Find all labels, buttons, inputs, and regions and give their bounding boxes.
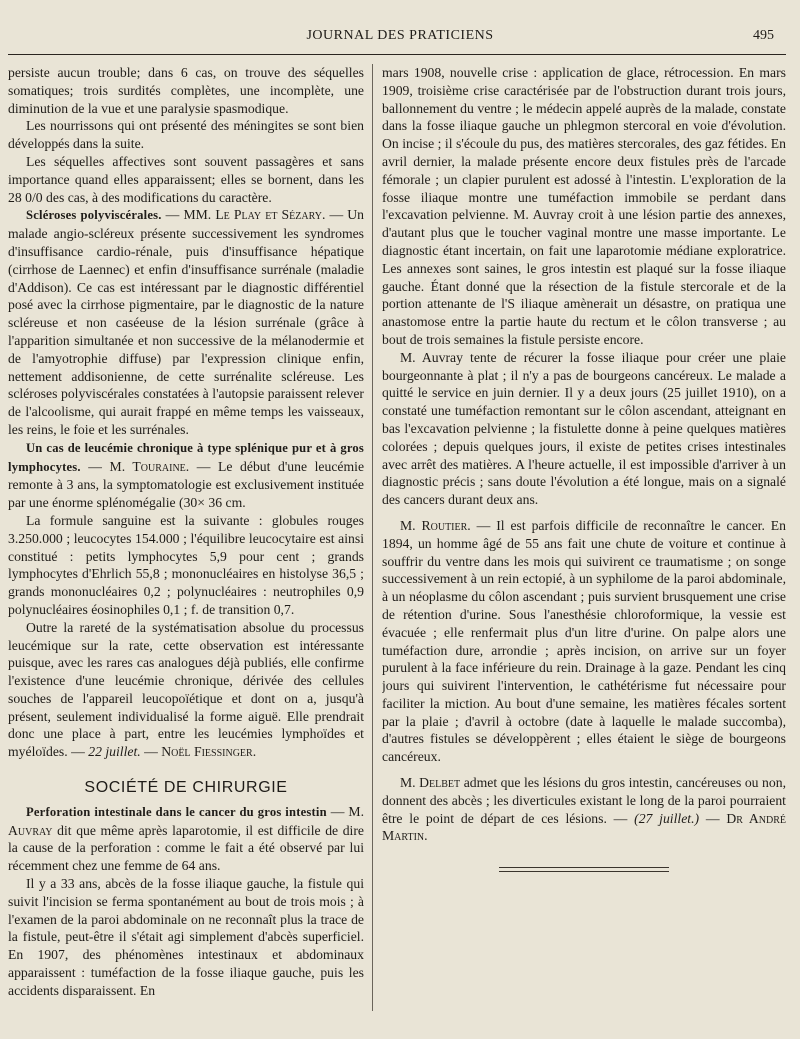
paragraph: La formule sanguine est la suivante : globules rouges 3.250.000 ; leucocytes 154.000 ; l'équilibre leucocytaire est ainsi constitué : petits lymphocytes 5,9 pour cent ; grands lymphocytes d'Ehrlich 55,8 ; mononucléaires en histolyse 36,5 ; grands mononucléaires 0,2 ; polynucléaires : neutrophiles 0,9 polynucléaires éosinophiles 0,1 ; f. de transition 0,7. — [8, 512, 364, 617]
article-heading: Perforation intestinale dans le cancer du gros intestin — [26, 804, 327, 819]
paragraph: mars 1908, nouvelle crise : application de glace, rétrocession. En mars 1909, troisième crise caractérisée par de l'obstruction durant trois jours, ballonnement du ventre ; le médecin appelé auprès de la malade, constate dans la fosse iliaque gauche un phlegmon stercoral en voie d'évolution. On incise ; il s'écoule du pus, des matières stercorales, des gaz fétides. En avril dernier, la malade présente encore deux fistules près de l'arcade fémorale ; un clapier purulent est adossé à l'intestin. L'exploration de la fosse iliaque montre une tuméfaction immobile se perdant dans l'excavation pelvienne. M. Auvray croit à une lésion partie des annexes, d'autant plus que le toucher vaginal montre une masse importante. Le diagnostic étant incertain, on fait une laparotomie médiane exploratrice. Les annexes sont saines, le gros intestin est plaqué sur la fosse iliaque gauche. Étant donné que la résection de la fistule stercorale et de la portion attenante de l'S iliaque amènerait un désastre, on pratiqua une anastomose entre la partie haute du rectum et le côlon transverse ; au bout de trois semaines la fistule persiste encore. — [382, 65, 786, 347]
report-signature: — Dr André Martin. — [382, 810, 786, 844]
closing-rule — [499, 867, 669, 872]
paragraph: Il y a 33 ans, abcès de la fosse iliaque gauche, la fistule qui suivit l'incision se ferma spontanément au bout de trois mois ; à l'examen de la paroi abdominale on ne reconnaît plus la trace de la fistule, peut-être il s'était agi simplement d'abcès superficiel. En 1907, des phénomènes intestinaux et abdominaux apparaissent : tuméfaction de la fosse iliaque gauche, puis les accidents disparaissent. En — [8, 876, 364, 998]
article-heading: Scléroses polyviscérales. — [26, 208, 162, 223]
paragraph: Les séquelles affectives sont souvent passagères et sans importance quand elles apparaissent; elles se bornent, dans les 28 0/0 des cas, à des modifications du caractère. — [8, 153, 364, 205]
right-column — [382, 64, 786, 1021]
report-date: (27 juillet.) — [634, 810, 700, 826]
article-heading: Un cas de leucémie chronique à type splénique pur et à gros lymphocytes. — [8, 440, 364, 474]
header-rule — [8, 54, 786, 55]
article-perforation: Perforation intestinale dans le cancer du gros intestin — M. Auvray dit que même après laparotomie, il est difficile de dire la cause de la perforation : comme le fait a été observé par lui récemment chez une femme de 64 ans. — [8, 803, 364, 874]
paragraph-text: admet que les lésions du gros intestin, cancéreuses ou non, donnent des abcès ; les diverticules existant le long de la paroi pourraient être le point de départ de ces lésions. — — [382, 775, 786, 826]
paragraph: persiste aucun trouble; dans 6 cas, on trouve des séquelles somatiques; trois surdités complètes, une incomplète, une diminution de la vue et une paralysie spasmodique. — [8, 65, 364, 116]
section-title: SOCIÉTÉ DE CHIRURGIE — [84, 779, 288, 797]
article-text: Un malade angio-scléreux présente successivement les syndromes d'insuffisance cardio-rénale, puis d'insuffisance hépatique (cirrhose de Laennec) et enfin d'insuffisance surrénale (maladie d'Addison). Ce cas est intéressant par le diagnostic différentiel posé avec la cirrhose pigmentaire, par le diagnostic de la nature scléreuse et non caséeuse de la lésion surrénale (grâce à l'apparition simultanée et non successive de la mélanodermie et de l'amyotrophie diffuse) par l'expression clinique enfin, nettement addisonienne, de cette surrénalite scléreuse. Les scléroses polyviscérales constatées à l'autopsie paraissent relever de l'alcoolisme, qui aurait frappé en même temps les vaisseaux, les reins, le foie et les surrénales. — [8, 207, 364, 437]
article-sclerosis: Scléroses polyviscérales. — MM. Le Play et Sézary. — Un malade angio-scléreux présente successivement les syndromes d'insuffisance cardio-rénale, puis d'insuffisance hépatique (cirrhose de Laennec) et enfin d'insuffisance surrénale (maladie d'Addison). Ce cas est intéressant par le diagnostic différentiel posé avec la cirrhose pigmentaire, par le diagnostic de la nature scléreuse et non caséeuse de la lésion surrénale (grâce à l'apparition simultanée et non successive de la mélanodermie et de l'amyotrophie diffuse) par l'expression clinique enfin, nettement addisonienne, de cette surrénalite scléreuse. Les scléroses polyviscérales constatées à l'autopsie paraissent relever de l'alcoolisme, qui aurait frappé en même temps les vaisseaux, les reins, le foie et les surrénales. — [8, 207, 364, 437]
page-header — [0, 28, 800, 50]
left-column — [8, 64, 364, 1021]
article-authors: M. Auvray — [8, 803, 364, 838]
article-authors: M. Delbet — [400, 775, 461, 791]
paragraph: Outre la rareté de la systématisation absolue du processus leucémique sur la rate, cette observation est intéressante puisque, avec les rares cas analogues déjà publiés, elle confirme l'existence d'une leucémie chronique, dérivée des cellules souches de l'appareil leucopoïétique et dont on a, jusqu'à présent, seulement individualisé la forme aiguë. Elle prendrait donc une place à part, entre les leucémies lymphoïdes et myéloïdes. — 22 juillet. — Noël Fiessinger. — [8, 619, 364, 760]
paragraph-text: Outre la rareté de la systématisation absolue du processus leucémique sur la rate, cette observation est intéressante puisque, avec les rares cas analogues déjà publiés, elle confirme l'existence d'une leucémie chronique, dérivée des cellules souches de l'appareil leucopoïétique et dont on a, jusqu'à présent, seulement individualisé la forme aiguë. Elle prendrait donc une place à part, entre les leucémies lymphoïdes et myéloïdes. — [8, 619, 364, 760]
article-leukemia: Un cas de leucémie chronique à type splénique pur et à gros lymphocytes. — M. Touraine. — Le début d'une leucémie remonte à 3 ans, la symptomatologie est exclusivement instituée par une énorme splénomégalie (30× 36 cm. — [8, 440, 364, 511]
page-number: 495 — [753, 28, 774, 43]
paragraph: Les nourrissons qui ont présenté des méningites se sont bien développés dans la suite. — [8, 118, 364, 152]
running-title: JOURNAL DES PRATICIENS — [306, 28, 494, 43]
article-authors: M. Routier. — [400, 517, 471, 533]
article-text: Le début d'une leucémie remonte à 3 ans, la symptomatologie est exclusivement instituée par une énorme splénomégalie (30× 36 cm. — [8, 458, 364, 511]
article-authors: M. Touraine. — [109, 458, 190, 474]
paragraph-text: — Il est parfois difficile de reconnaître le cancer. En 1894, un homme âgé de 55 ans fait une chute de voiture et continue à souffrir du ventre dans les mois qui suivirent ce traumatisme ; on songe successivement à un rein ectopié, à un syphilome de la paroi abdominale, à un néoplasme du côlon ascendant ; puis survient brusquement une crise de rétention d'urine. Sous l'anesthésie chloroformique, la vessie est évacuée ; elle renfermait plus d'un litre d'urine. On palpe alors une tuméfaction dure, arrondie ; après incision, on arrive sur un foyer purulent à la face inférieure du rein. Drainage à la gaze. Pendant les cinq jours qui suivirent l'intervention, le cathétérisme fut nécessaire pour faciliter la miction. Au bout d'une semaine, les matières fécales sortent par la plaie ; d'avril à octobre (date à laquelle le malade succomba), d'autres fistules se développèrent ; elles étaient le siège de bourgeons cancéreux. — [382, 517, 786, 765]
article-text: dit que même après laparotomie, il est difficile de dire la cause de la perforation : comme le fait a été observé par lui récemment chez une femme de 64 ans. — [8, 822, 364, 874]
paragraph — [382, 517, 786, 766]
report-date: 22 juillet. — [88, 744, 141, 760]
column-divider — [372, 64, 373, 1011]
article-authors: MM. Le Play et Sézary. — [183, 207, 326, 223]
report-signature: Noël Fiessinger. — [161, 744, 257, 760]
paragraph — [382, 774, 786, 845]
paragraph: M. Auvray tente de récurer la fosse iliaque pour créer une plaie bourgeonnante à plat ; il n'y a pas de bourgeons cancéreux. Le malade a quitté le service en juin dernier. Il y a deux jours (25 juillet 1910), on a constaté une tuméfaction remontant sur le côlon ascendant, atteignant en bas l'excavation pelvienne ; la fistulette donne à peine quelques matières colorées ; depuis quelques jours, il existe de petites crises intestinales avec arrêt des matières. A l'heure actuelle, il est impossible d'arriver à un diagnostic précis ; sans doute l'évolution a été longue, mais on a signalé des cancers durant deux ans. — [382, 349, 786, 508]
